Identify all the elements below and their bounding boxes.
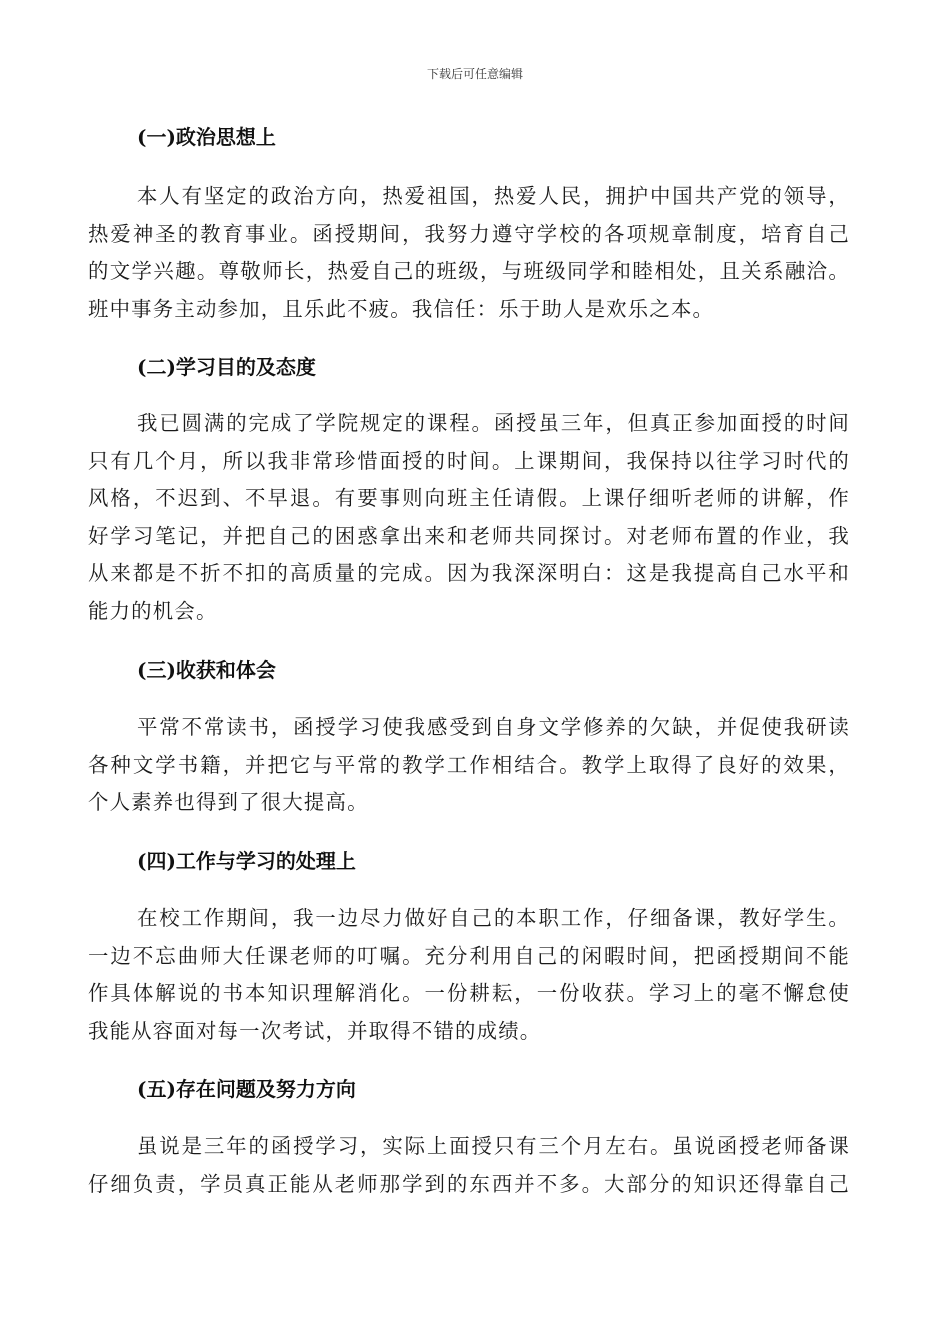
body-line: 在校工作期间，我一边尽力做好自己的本职工作，仔细备课，教好学生。: [137, 906, 850, 930]
body-line: 我能从容面对每一次考试，并取得不错的成绩。: [88, 1018, 542, 1043]
body-line: 个人素养也得到了很大提高。: [88, 790, 369, 815]
body-line: 班中事务主动参加，且乐此不疲。我信任：乐于助人是欢乐之本。: [88, 296, 715, 321]
section-body-gains: [88, 709, 850, 822]
section-heading-politics: (一)政治思想上: [137, 125, 276, 149]
body-line: 平常不常读书，函授学习使我感受到自身文学修养的欠缺，并促使我研读: [137, 715, 850, 739]
body-line: 风格，不迟到、不早退。有要事则向班主任请假。上课仔细听老师的讲解，作: [88, 486, 850, 511]
body-line: 虽说是三年的函授学习，实际上面授只有三个月左右。虽说函授老师备课: [137, 1134, 850, 1158]
body-line: 作具体解说的书本知识理解消化。一份耕耘，一份收获。学习上的毫不懈怠使: [88, 981, 850, 1006]
section-body-study-attitude: [88, 405, 850, 631]
section-heading-study-attitude: (二)学习目的及态度: [137, 355, 316, 379]
body-line: 好学习笔记，并把自己的困惑拿出来和老师共同探讨。对老师布置的作业，我: [88, 523, 850, 548]
body-line: 热爱神圣的教育事业。函授期间，我努力遵守学校的各项规章制度，培育自己: [88, 221, 850, 246]
section-heading-problems: (五)存在问题及努力方向: [137, 1077, 356, 1101]
body-line: 各种文学书籍，并把它与平常的教学工作相结合。教学上取得了良好的效果，: [88, 752, 850, 777]
body-line: 仔细负责，学员真正能从老师那学到的东西并不多。大部分的知识还得靠自己: [88, 1171, 850, 1196]
body-line: 一边不忘曲师大任课老师的叮嘱。充分利用自己的闲暇时间，把函授期间不能: [88, 943, 850, 968]
section-body-work-study: [88, 900, 850, 1050]
body-line: 我已圆满的完成了学院规定的课程。函授虽三年，但真正参加面授的时间: [137, 411, 850, 435]
body-line: 的文学兴趣。尊敬师长，热爱自己的班级，与班级同学和睦相处，且关系融洽。: [88, 259, 850, 284]
body-line: 只有几个月，所以我非常珍惜面授的时间。上课期间，我保持以往学习时代的: [88, 448, 850, 473]
body-line: 能力的机会。: [88, 598, 218, 623]
body-line: 本人有坚定的政治方向，热爱祖国，热爱人民，拥护中国共产党的领导，: [137, 184, 850, 208]
section-body-problems: [88, 1128, 850, 1203]
page-header-note: 下载后可任意编辑: [426, 67, 523, 81]
section-heading-work-study: (四)工作与学习的处理上: [137, 849, 356, 873]
section-heading-gains: (三)收获和体会: [137, 658, 276, 682]
section-body-politics: [88, 178, 850, 328]
body-line: 从来都是不折不扣的高质量的完成。因为我深深明白：这是我提高自己水平和: [88, 561, 850, 586]
